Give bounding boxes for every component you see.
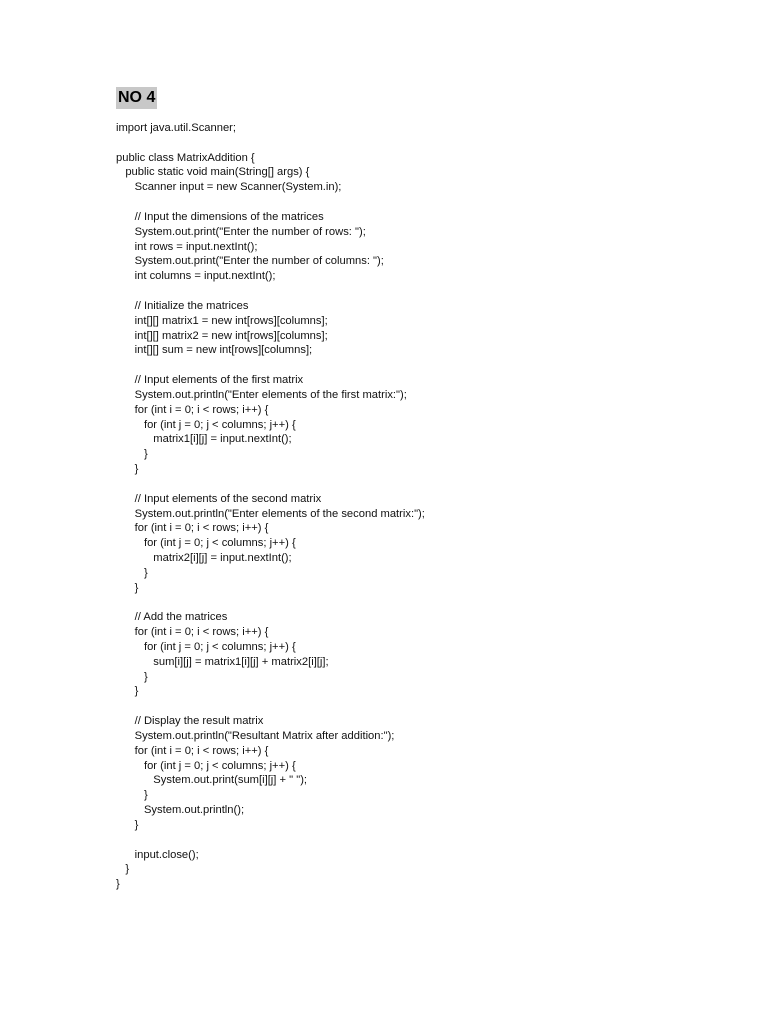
code-line: Scanner input = new Scanner(System.in); (116, 181, 342, 194)
blank-line (116, 358, 736, 373)
code-line: // Input elements of the second matrix (116, 492, 322, 505)
blank-line (116, 195, 736, 210)
code-line: int[][] matrix1 = new int[rows][columns]; (116, 314, 328, 327)
blank-line (116, 477, 736, 492)
blank-line (116, 136, 736, 151)
code-line: System.out.println("Resultant Matrix after addition:"); (116, 729, 395, 742)
section-heading: NO 4 (116, 87, 157, 109)
code-line: for (int j = 0; j < columns; j++) { (116, 759, 296, 772)
code-line: System.out.print("Enter the number of rows: "); (116, 225, 366, 238)
code-line: matrix2[i][j] = input.nextInt(); (116, 552, 292, 565)
code-line: int[][] sum = new int[rows][columns]; (116, 344, 313, 357)
code-line: } (116, 818, 139, 831)
code-line: for (int j = 0; j < columns; j++) { (116, 418, 296, 431)
code-line: import java.util.Scanner; (116, 122, 237, 134)
code-line: } (116, 863, 130, 876)
code-line: for (int i = 0; i < rows; i++) { (116, 744, 269, 757)
code-line: } (116, 463, 139, 476)
code-line: // Initialize the matrices (116, 299, 249, 312)
code-line: } (116, 878, 120, 891)
code-line: input.close(); (116, 848, 199, 861)
blank-line (116, 833, 736, 848)
blank-line (116, 596, 736, 611)
code-line: System.out.print(sum[i][j] + " "); (116, 774, 308, 787)
code-line: matrix1[i][j] = input.nextInt(); (116, 433, 292, 446)
code-line: System.out.println("Enter elements of the first matrix:"); (116, 388, 407, 401)
code-line: } (116, 566, 148, 579)
code-line: } (116, 581, 139, 594)
code-line: sum[i][j] = matrix1[i][j] + matrix2[i][j]; (116, 655, 329, 668)
code-line: public class MatrixAddition { (116, 151, 255, 164)
code-line: } (116, 685, 139, 698)
code-line: } (116, 670, 148, 683)
code-line: int columns = input.nextInt(); (116, 270, 276, 283)
code-line: for (int i = 0; i < rows; i++) { (116, 626, 269, 639)
code-line: } (116, 789, 148, 802)
code-line: System.out.println(); (116, 804, 245, 817)
code-line: System.out.print("Enter the number of columns: "); (116, 255, 384, 268)
code-line: } (116, 448, 148, 461)
code-line: // Input the dimensions of the matrices (116, 210, 324, 223)
code-line: for (int j = 0; j < columns; j++) { (116, 537, 296, 550)
code-line: // Input elements of the first matrix (116, 374, 304, 387)
blank-line (116, 284, 736, 299)
code-line: int rows = input.nextInt(); (116, 240, 258, 253)
code-line: System.out.println("Enter elements of the second matrix:"); (116, 507, 425, 520)
code-block (116, 121, 736, 892)
code-line: // Add the matrices (116, 611, 228, 624)
code-line: for (int j = 0; j < columns; j++) { (116, 640, 296, 653)
code-line: // Display the result matrix (116, 715, 264, 728)
code-line: public static void main(String[] args) { (116, 166, 310, 179)
code-line: for (int i = 0; i < rows; i++) { (116, 522, 269, 535)
code-line: for (int i = 0; i < rows; i++) { (116, 403, 269, 416)
blank-line (116, 699, 736, 714)
code-line: int[][] matrix2 = new int[rows][columns]; (116, 329, 328, 342)
